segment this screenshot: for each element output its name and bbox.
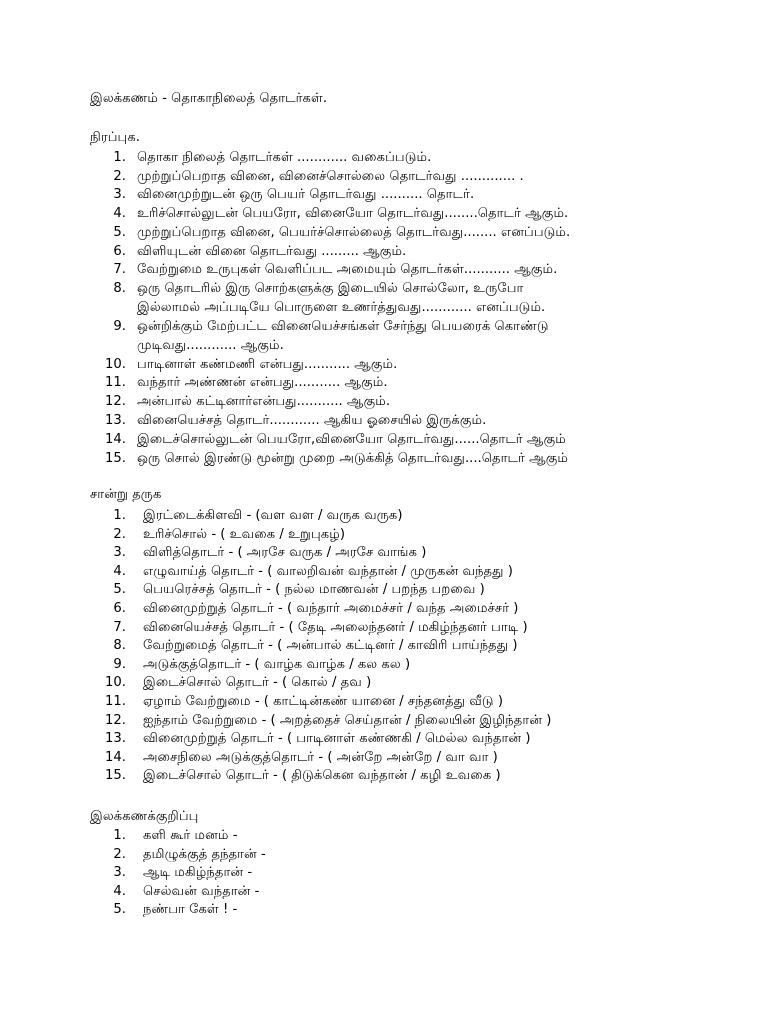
grammar-note-item-text: தமிழுக்குத் தந்தான் - bbox=[143, 847, 266, 862]
example-item-text: எழுவாய்த் தொடர் - ( வாலறிவன் வந்தான் / முருகன் வந்தது ) bbox=[143, 564, 513, 579]
example-item-text: ஐந்தாம் வேற்றுமை - ( அறத்தைச் செய்தான் / நிலையின் இழிந்தான் ) bbox=[143, 713, 552, 728]
example-item-text: அடுக்குத்தொடர் - ( வாழ்க வாழ்க / கல கல ) bbox=[143, 657, 411, 672]
fill-in-item-text: ஒன்றிக்கும் மேற்பட்ட வினையெச்சங்கள் சேர்ந்து பெயரைக் கொண்டு bbox=[137, 319, 549, 334]
fill-in-item-number: 2. bbox=[113, 169, 126, 184]
example-item-number: 15. bbox=[105, 768, 126, 783]
fill-in-item-number: 11. bbox=[105, 375, 126, 390]
fill-in-item-number: 10. bbox=[105, 357, 126, 372]
fill-in-item-text-continued: இல்லாமல் அப்படியே பொருளை உணர்த்துவது............ எனப்படும். bbox=[137, 300, 546, 315]
example-item-text: வினைமுற்றுத் தொடர் - ( பாடினாள் கண்ணகி / மெல்ல வந்தான் ) bbox=[143, 731, 531, 746]
example-item-number: 8. bbox=[113, 638, 126, 653]
grammar-note-item-number: 1. bbox=[113, 828, 126, 843]
fill-in-item-text: அன்பால் கட்டினார்என்பது........... ஆகும். bbox=[137, 394, 391, 409]
example-item-number: 12. bbox=[105, 713, 126, 728]
example-item-number: 6. bbox=[113, 601, 126, 616]
grammar-note-item-text: களி கூர் மனம் - bbox=[143, 828, 238, 843]
grammar-note-item-number: 4. bbox=[113, 884, 126, 899]
fill-in-item-number: 1. bbox=[113, 150, 126, 165]
fill-in-item-number: 4. bbox=[113, 206, 126, 221]
grammar-note-item-number: 5. bbox=[113, 902, 126, 917]
example-item-number: 4. bbox=[113, 564, 126, 579]
fill-in-item-number: 8. bbox=[113, 281, 126, 296]
fill-in-item-text: வினையெச்சத் தொடர்............ ஆகிய ஓசையில் இருக்கும். bbox=[137, 413, 487, 428]
example-item-text: வினையெச்சத் தொடர் - ( தேடி அலைந்தனர் / மகிழ்ந்தனர் பாடி ) bbox=[143, 620, 528, 635]
example-item-number: 14. bbox=[105, 750, 126, 765]
grammar-note-item-text: ஆடி மகிழ்ந்தான் - bbox=[143, 865, 253, 880]
grammar-note-item-number: 2. bbox=[113, 847, 126, 862]
example-item-number: 5. bbox=[113, 582, 126, 597]
fill-in-item-number: 5. bbox=[113, 225, 126, 240]
fill-in-item-number: 14. bbox=[105, 432, 126, 447]
fill-in-item-number: 9. bbox=[113, 319, 126, 334]
example-item-text: இடைச்சொல் தொடர் - ( திடுக்கென வந்தான் / கழி உவகை ) bbox=[143, 768, 501, 783]
fill-in-item-text: வந்தார் அண்ணன் என்பது........... ஆகும். bbox=[137, 375, 388, 390]
section-heading-fill-in: நிரப்புக. bbox=[90, 130, 140, 145]
fill-in-item-text: முற்றுப்பெறாத வினை, பெயர்ச்சொல்லைத் தொடர்வது........ எனப்படும். bbox=[137, 225, 571, 240]
example-item-text: இரட்டைக்கிளவி - (வள வள / வருக வருக) bbox=[143, 508, 403, 523]
example-item-text: விளித்தொடர் - ( அரசே வருக / அரசே வாங்க ) bbox=[143, 545, 427, 560]
example-item-text: வினைமுற்றுத் தொடர் - ( வந்தார் அமைச்சர் / வந்த அமைச்சர் ) bbox=[143, 601, 519, 616]
example-item-text: இடைச்சொல் தொடர் - ( கொல் / தவ ) bbox=[143, 675, 372, 690]
fill-in-item-text: தொகா நிலைத் தொடர்கள் ............ வகைப்படும். bbox=[137, 150, 432, 165]
example-item-text: வேற்றுமைத் தொடர் - ( அன்பால் கட்டினர் / காவிரி பாய்ந்தது ) bbox=[143, 638, 518, 653]
fill-in-item-text: வினைமுற்றுடன் ஒரு பெயர் தொடர்வது .......... தொடர். bbox=[137, 187, 475, 202]
fill-in-item-text: வேற்றுமை உருபுகள் வெளிப்பட அமையும் தொடர்கள்........... ஆகும். bbox=[137, 262, 558, 277]
example-item-text: அசைநிலை அடுக்குத்தொடர் - ( அன்றே அன்றே / வா வா ) bbox=[143, 750, 498, 765]
fill-in-item-text: ஒரு தொடரில் இரு சொற்களுக்கு இடையில் சொல்லோ, உருபோ bbox=[137, 281, 524, 296]
example-item-number: 2. bbox=[113, 527, 126, 542]
fill-in-item-text: பாடினாள் கண்மணி என்பது........... ஆகும். bbox=[137, 357, 398, 372]
example-item-text: ஏழாம் வேற்றுமை - ( காட்டின்கண் யானை / சந்தனத்து வீடு ) bbox=[143, 694, 504, 709]
example-item-number: 10. bbox=[105, 675, 126, 690]
example-item-number: 1. bbox=[113, 508, 126, 523]
example-item-text: பெயரெச்சத் தொடர் - ( நல்ல மாணவன் / பறந்த பறவை ) bbox=[143, 582, 485, 597]
example-item-number: 9. bbox=[113, 657, 126, 672]
fill-in-item-text: ஒரு சொல் இரண்டு மூன்று முறை அடுக்கித் தொடர்வது....தொடர் ஆகும் bbox=[137, 451, 568, 466]
fill-in-item-text: இடைச்சொல்லுடன் பெயரோ,வினையோ தொடர்வது......தொடர் ஆகும் bbox=[137, 432, 566, 447]
fill-in-item-text: விளியுடன் வினை தொடர்வது ......... ஆகும். bbox=[137, 244, 407, 259]
fill-in-item-text: முற்றுப்பெறாத வினை, வினைச்சொல்லை தொடர்வது ............. . bbox=[137, 169, 524, 184]
fill-in-item-number: 7. bbox=[113, 262, 126, 277]
example-item-number: 11. bbox=[105, 694, 126, 709]
grammar-note-item-number: 3. bbox=[113, 865, 126, 880]
fill-in-item-number: 12. bbox=[105, 394, 126, 409]
grammar-note-item-text: செல்வன் வந்தான் - bbox=[143, 884, 260, 899]
fill-in-item-number: 15. bbox=[105, 451, 126, 466]
fill-in-item-number: 6. bbox=[113, 244, 126, 259]
example-item-number: 3. bbox=[113, 545, 126, 560]
page-title: இலக்கணம் - தொகாநிலைத் தொடர்கள். bbox=[90, 91, 328, 106]
example-item-text: உரிச்சொல் - ( உவகை / உறுபுகழ்) bbox=[143, 527, 345, 542]
fill-in-item-number: 3. bbox=[113, 187, 126, 202]
example-item-number: 7. bbox=[113, 620, 126, 635]
section-heading-give-examples: சான்று தருக bbox=[90, 487, 162, 502]
section-heading-grammar-notes: இலக்கணக்குறிப்பு bbox=[90, 809, 199, 824]
grammar-note-item-text: நண்பா கேள் ! - bbox=[143, 902, 238, 917]
fill-in-item-text-continued: முடிவது............ ஆகும். bbox=[137, 338, 284, 353]
fill-in-item-text: உரிச்சொல்லுடன் பெயரோ, வினையோ தொடர்வது........தொடர் ஆகும். bbox=[137, 206, 569, 221]
fill-in-item-number: 13. bbox=[105, 413, 126, 428]
example-item-number: 13. bbox=[105, 731, 126, 746]
